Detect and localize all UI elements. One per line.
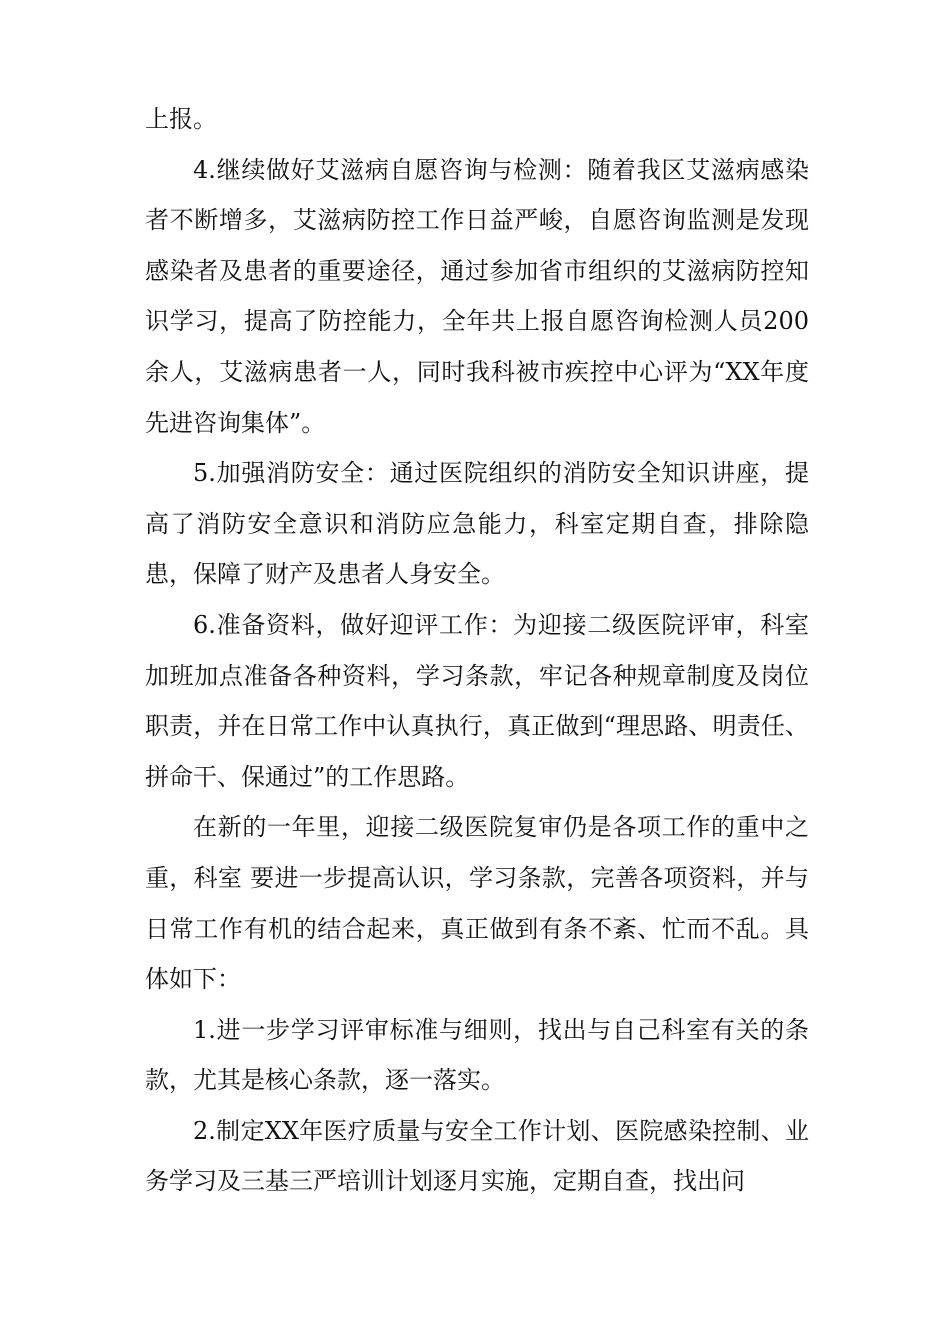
document-body [145,94,809,1207]
paragraph-continuation: 上报。 [145,105,217,133]
paragraph-item-6-evaluation-prep: 6.准备资料，做好迎评工作：为迎接二级医院评审，科室加班加点准备各种资料，学习条款，牢记各种规章制度及岗位职责，并在日常工作中认真执行，真正做到“理思路、明责任、拼命干、保通过”的工作思路。 [145,610,809,791]
paragraph-new-year-plan: 在新的一年里，迎接二级医院复审仍是各项工作的重中之重，科室 要进一步提高认识，学习条款，完善各项资料，并与日常工作有机的结合起来，真正做到有条不紊、忙而不乱。具体如下： [145,813,809,994]
paragraph-item-4-aids-consultation: 4.继续做好艾滋病自愿咨询与检测：随着我区艾滋病感染者不断增多，艾滋病防控工作日益严峻，自愿咨询监测是发现感染者及患者的重要途径，通过参加省市组织的艾滋病防控知识学习，提高了防控能力，全年共上报自愿咨询检测人员200余人，艾滋病患者一人，同时我科被市疾控中心评为“XX年度先进咨询集体”。 [145,155,809,437]
paragraph-plan-item-2: 2.制定XX年医疗质量与安全工作计划、医院感染控制、业务学习及三基三严培训计划逐月实施，定期自查，找出问 [145,1116,809,1196]
paragraph-item-5-fire-safety: 5.加强消防安全：通过医院组织的消防安全知识讲座，提高了消防安全意识和消防应急能力，科室定期自查，排除隐患，保障了财产及患者人身安全。 [145,459,809,589]
paragraph-plan-item-1: 1.进一步学习评审标准与细则，找出与自己科室有关的条款，尤其是核心条款，逐一落实。 [145,1015,809,1095]
